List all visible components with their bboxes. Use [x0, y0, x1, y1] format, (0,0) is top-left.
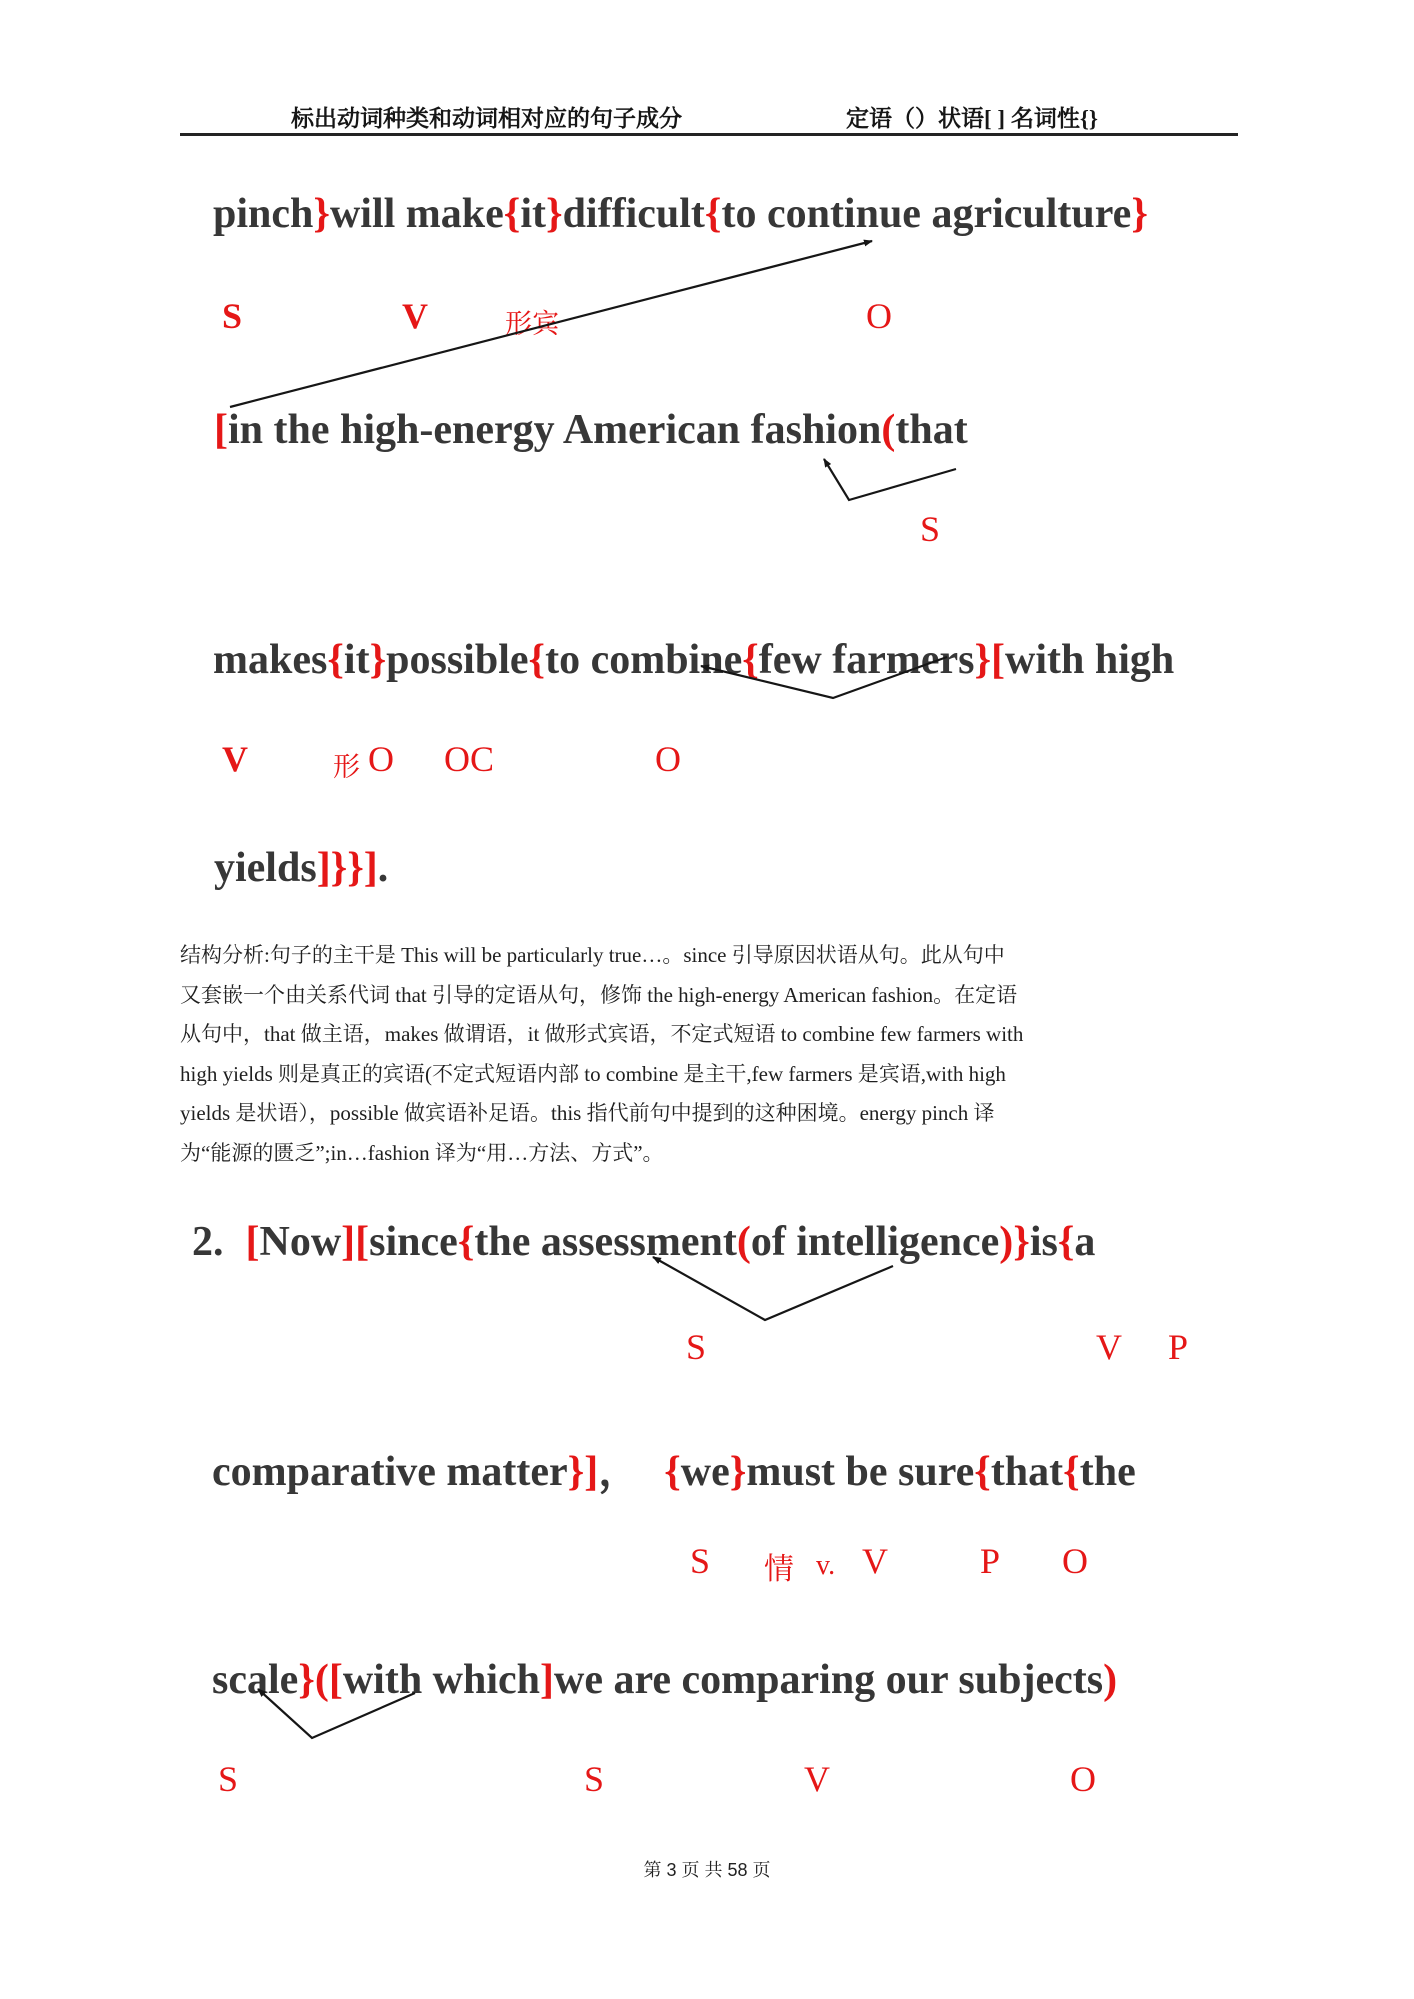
text-segment: that	[895, 407, 968, 453]
text-segment: we	[680, 1449, 730, 1495]
text-segment: difficult	[562, 191, 705, 237]
brace-segment: {	[503, 191, 521, 237]
text-segment: .	[377, 845, 389, 891]
bracket-segment: ]}}]	[316, 845, 378, 891]
brace-segment: {	[457, 1219, 475, 1265]
text-segment: few farmers	[758, 637, 975, 683]
text-segment: possible	[386, 637, 529, 683]
text-segment: makes	[213, 637, 328, 683]
grammar-label-verb: V	[804, 1759, 830, 1799]
header-left-title: 标出动词种类和动词相对应的句子成分	[291, 106, 682, 131]
text-segment: scale	[212, 1657, 299, 1703]
text-segment: to continue agriculture	[721, 191, 1132, 237]
paren-segment: )	[1103, 1657, 1118, 1703]
text-segment: a	[1074, 1219, 1096, 1265]
text-segment: with which	[342, 1657, 541, 1703]
brace-segment: }	[729, 1449, 747, 1495]
sentence1-line4	[214, 844, 388, 892]
text-segment: to combine	[545, 637, 743, 683]
text-segment: must be sure	[746, 1449, 975, 1495]
bracket-segment: [	[245, 1219, 260, 1265]
brace-segment: {	[528, 637, 546, 683]
grammar-label-subject: S	[690, 1541, 711, 1581]
header-rule	[180, 133, 1238, 136]
paren-segment: (	[881, 407, 896, 453]
item-number: 2.	[192, 1219, 224, 1265]
brace-segment: {	[664, 1449, 681, 1495]
grammar-label-subject: S	[218, 1759, 239, 1799]
text-segment: it	[343, 637, 370, 683]
grammar-label-object: O	[1062, 1541, 1088, 1581]
analysis-line: 又套嵌一个由关系代词 that 引导的定语从句，修饰 the high-energy American fashion。在定语	[180, 982, 1018, 1007]
analysis-line: high yields 则是真正的宾语(不定式短语内部 to combine 是主干,few farmers 是宾语,with high	[180, 1061, 1006, 1086]
text-segment: that	[990, 1449, 1064, 1495]
text-segment: we are comparing our subjects	[554, 1657, 1104, 1703]
paren-segment: (	[736, 1219, 751, 1265]
brace-segment: {	[704, 191, 722, 237]
bracket-segment: ]	[540, 1657, 555, 1703]
brace-segment: {	[1057, 1219, 1075, 1265]
text-segment: in the high-energy American fashion	[228, 407, 882, 453]
bracket-segment: [	[214, 407, 228, 453]
grammar-label-subject: S	[686, 1327, 707, 1367]
grammar-label-verb: V	[402, 296, 428, 336]
grammar-label-predicative: P	[1168, 1327, 1189, 1367]
text-segment: of intelligence	[750, 1219, 1000, 1265]
analysis-line: 从句中，that 做主语，makes 做谓语，it 做形式宾语，不定式短语 to combine few farmers with	[180, 1022, 1024, 1046]
sentence1-line2	[214, 406, 968, 454]
annotation-arrow-2	[824, 459, 956, 500]
sentence2-line2	[212, 1438, 1136, 1498]
brace-segment: }	[369, 637, 387, 683]
text-segment: with high	[1005, 637, 1175, 683]
text-segment: pinch	[213, 191, 314, 237]
annotation-arrow-4	[653, 1257, 893, 1320]
grammar-label-object: O	[1070, 1759, 1096, 1799]
text-segment: the assessment	[474, 1219, 737, 1265]
text-segment: since	[369, 1219, 458, 1265]
brace-segment: {	[1063, 1449, 1080, 1495]
text-segment: the	[1079, 1449, 1136, 1495]
grammar-label-verb: V	[862, 1541, 888, 1581]
brace-segment: }	[313, 191, 330, 237]
grammar-label-subject: S	[584, 1759, 605, 1799]
grammar-label-modal: 情	[764, 1553, 794, 1586]
brace-segment: }	[1131, 191, 1148, 237]
text-segment: Now	[259, 1219, 342, 1265]
brace-segment: {	[327, 637, 344, 683]
sentence1-line1	[213, 190, 1148, 238]
bracket-segment: ][	[341, 1219, 370, 1265]
grammar-label-formal-object: 形宾	[505, 309, 559, 339]
text-segment: is	[1029, 1219, 1058, 1265]
sentence1-line3	[213, 636, 1174, 684]
grammar-label-object: O	[655, 739, 681, 779]
text-segment: it	[520, 191, 546, 237]
paren-segment: )}	[999, 1219, 1030, 1265]
analysis-line: yields 是状语），possible 做宾语补足语。this 指代前句中提到的这种困境。energy pinch 译	[180, 1101, 995, 1125]
grammar-label-object: O	[866, 296, 892, 336]
header-right-legend: 定语（）状语[ ] 名词性{}	[846, 106, 1098, 131]
analysis-line: 为“能源的匮乏”;in…fashion 译为“用…方法、方式”。	[180, 1140, 664, 1165]
grammar-label-object-complement: OC	[444, 739, 495, 779]
page-number: 第 3 页 共 58 页	[643, 1860, 771, 1880]
brace-segment: {	[974, 1449, 991, 1495]
text-segment: yields	[214, 845, 317, 891]
grammar-label-predicative: P	[980, 1541, 1001, 1581]
grammar-label-subject: S	[222, 296, 243, 336]
grammar-label-subject: S	[920, 509, 941, 549]
sentence2-line3	[212, 1656, 1117, 1704]
grammar-label-object: O	[368, 739, 394, 779]
text-segment: will make	[329, 191, 504, 237]
brace-segment: {	[742, 637, 759, 683]
grammar-label-verb: V	[222, 739, 248, 779]
comma-segment: ，	[598, 1449, 641, 1495]
sentence2-line1	[192, 1218, 1095, 1266]
grammar-label-modal-verb: v.	[816, 1550, 836, 1581]
text-segment: comparative matter	[212, 1449, 568, 1495]
grammar-label-verb: V	[1096, 1327, 1122, 1367]
analysis-paragraph	[180, 936, 1240, 1173]
brace-segment: }([	[298, 1657, 343, 1703]
analysis-line: 结构分析:句子的主干是 This will be particularly true…。since 引导原因状语从句。此从句中	[180, 943, 1005, 967]
brace-segment: }	[546, 191, 563, 237]
grammar-label-formal: 形	[333, 752, 360, 782]
brace-segment: }]	[567, 1449, 599, 1495]
brace-segment: }[	[974, 637, 1006, 683]
